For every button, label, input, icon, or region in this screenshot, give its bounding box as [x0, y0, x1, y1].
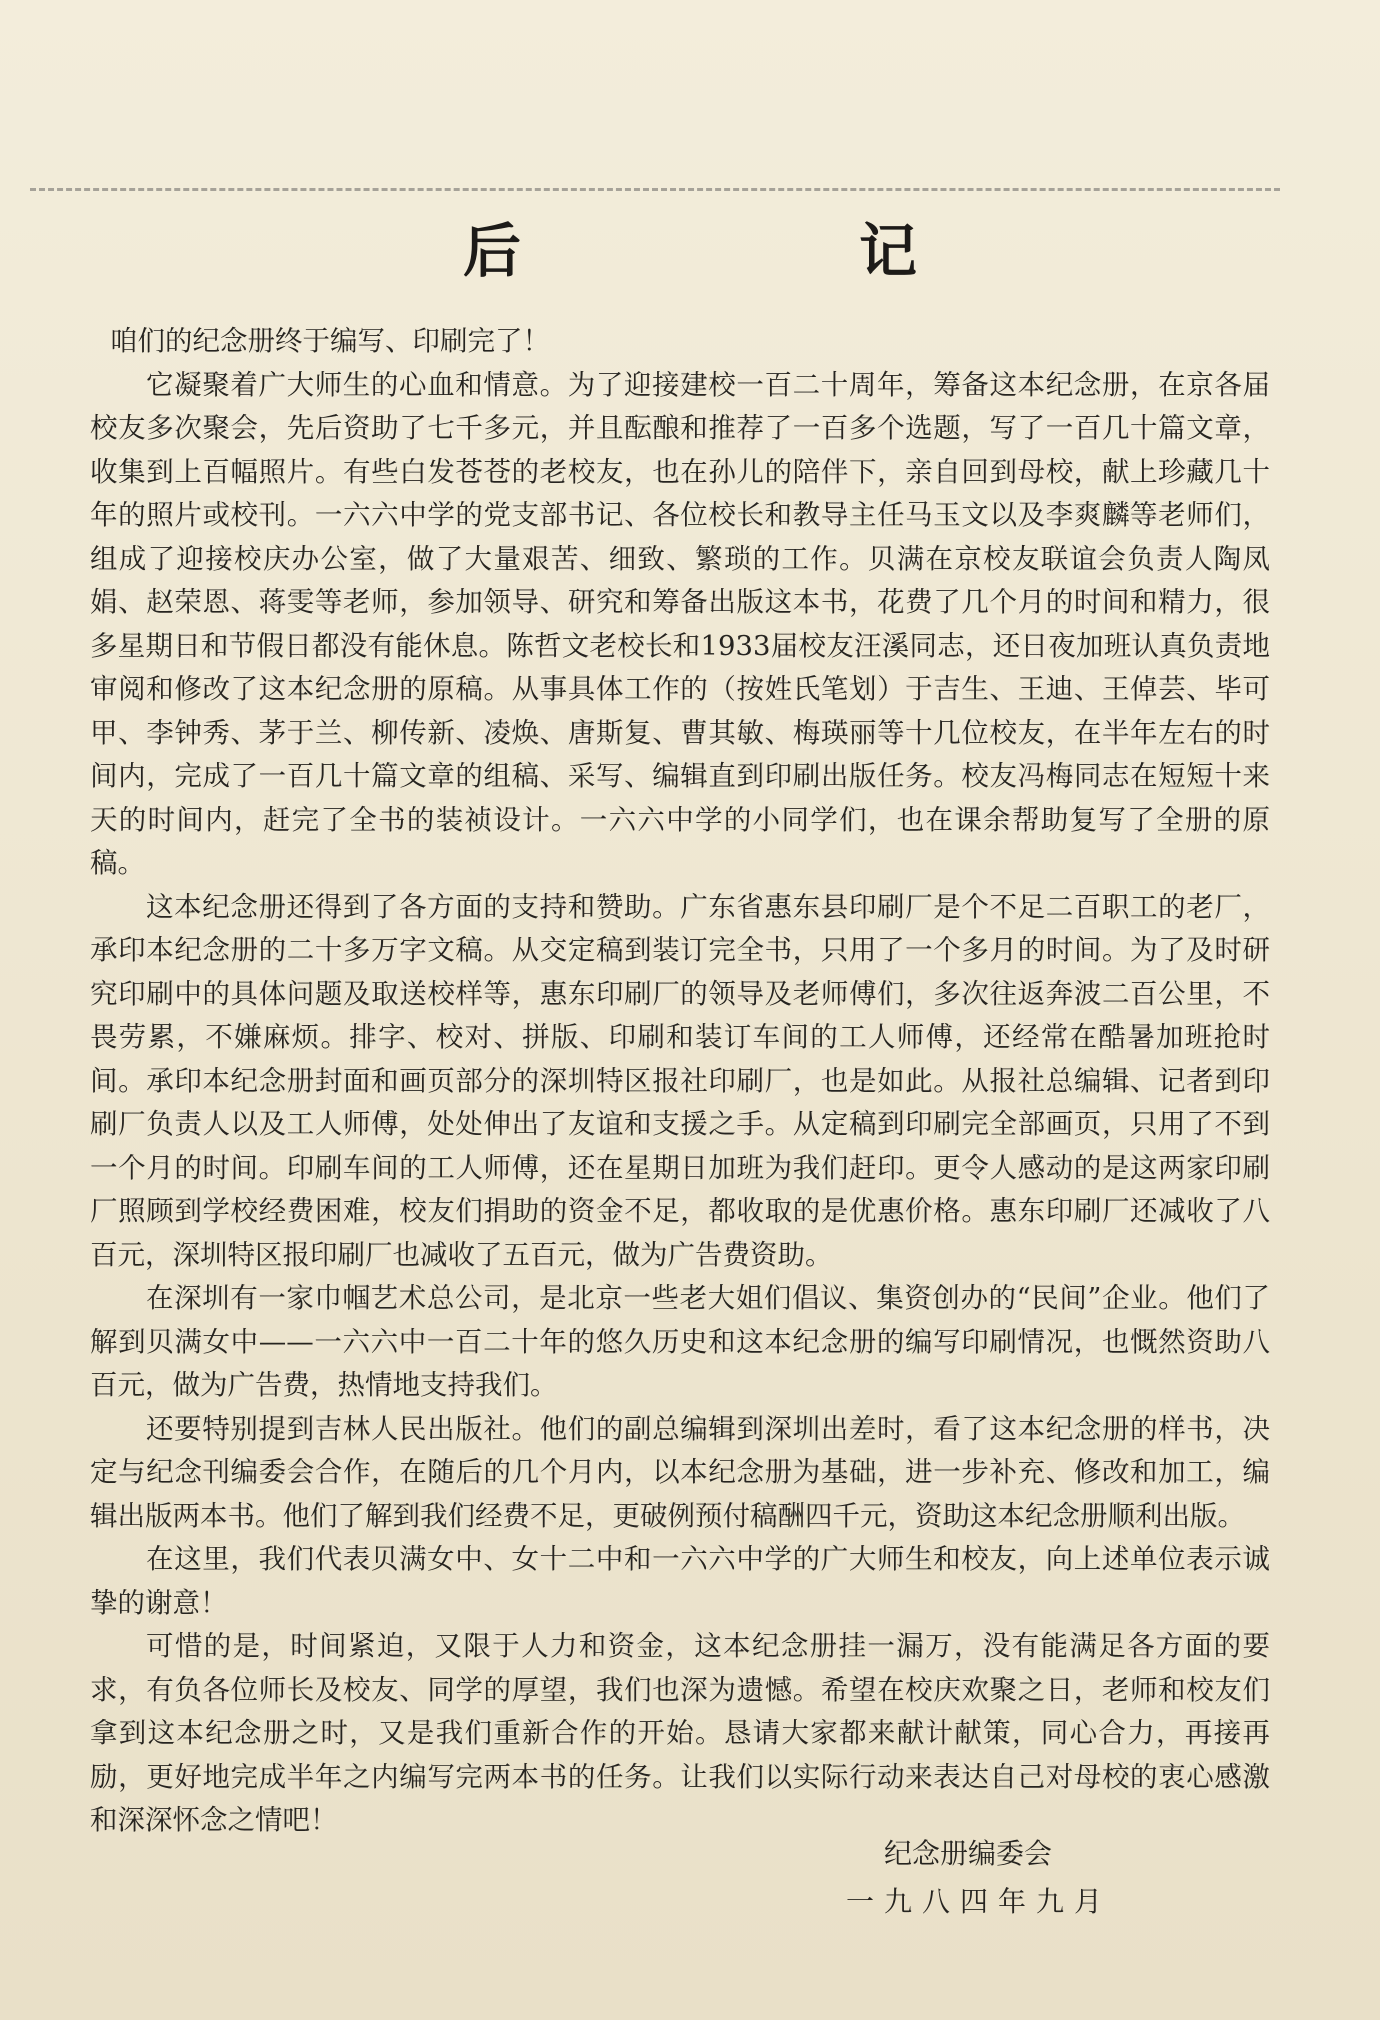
body-text [90, 320, 1270, 1843]
paragraph-jilin-press: 还要特别提到吉林人民出版社。他们的副总编辑到深圳出差时，看了这本纪念册的样书，决定与纪念刊编委会合作，在随后的几个月内，以本纪念册为基础，进一步补充、修改和加工，编辑出版两本书。他们了解到我们经费不足，更破例预付稿酬四千元，资助这本纪念册顺利出版。 [90, 1412, 1270, 1532]
signature-organization: 纪念册编委会 [883, 1837, 1052, 1870]
paragraph-opening: 咱们的纪念册终于编写、印刷完了！ [110, 325, 550, 357]
paragraph-printers: 这本纪念册还得到了各方面的支持和赞助。广东省惠东县印刷厂是个不足二百职工的老厂，承印本纪念册的二十多万字文稿。从交定稿到装订完全书，只用了一个多月的时间。为了及时研究印刷中的具体问题及取送校样等，惠东印刷厂的领导及老师傅们，多次往返奔波二百公里，不畏劳累，不嫌麻烦。排字、校对、拼版、印刷和装订车间的工人师傅，还经常在酷暑加班抢时间。承印本纪念册封面和画页部分的深圳特区报社印刷厂，也是如此。从报社总编辑、记者到印刷厂负责人以及工人师傅，处处伸出了友谊和支援之手。从定稿到印刷完全部画页，只用了不到一个月的时间。印刷车间的工人师傅，还在星期日加班为我们赶印。更令人感动的是这两家印刷厂照顾到学校经费困难，校友们捐助的资金不足，都收取的是优惠价格。惠东印刷厂还减收了八百元，深圳特区报印刷厂也减收了五百元，做为广告费资助。 [90, 890, 1270, 1271]
signature-date: 一九八四年九月 [845, 1885, 1112, 1918]
paragraph-contributors: 它凝聚着广大师生的心血和情意。为了迎接建校一百二十周年，筹备这本纪念册，在京各届校友多次聚会，先后资助了七千多元，并且酝酿和推荐了一百多个选题，写了一百几十篇文章，收集到上百幅照片。有些白发苍苍的老校友，也在孙儿的陪伴下，亲自回到母校，献上珍藏几十年的照片或校刊。一六六中学的党支部书记、各位校长和教导主任马玉文以及李爽麟等老师们，组成了迎接校庆办公室，做了大量艰苦、细致、繁琐的工作。贝满在京校友联谊会负责人陶凤娟、赵荣恩、蒋雯等老师，参加领导、研究和筹备出版这本书，花费了几个月的时间和精力，很多星期日和节假日都没有能休息。陈哲文老校长和1933届校友汪溪同志，还日夜加班认真负责地审阅和修改了这本纪念册的原稿。从事具体工作的（按姓氏笔划）于吉生、王迪、王倬芸、毕可甲、李钟秀、茅于兰、柳传新、凌焕、唐斯复、曹其敏、梅瑛丽等十几位校友，在半年左右的时间内，完成了一百几十篇文章的组稿、采写、编辑直到印刷出版任务。校友冯梅同志在短短十来天的时间内，赶完了全书的装祯设计。一六六中学的小同学们，也在课余帮助复写了全册的原稿。 [90, 368, 1270, 879]
paragraph-closing: 可惜的是，时间紧迫，又限于人力和资金，这本纪念册挂一漏万，没有能满足各方面的要求，有负各位师长及校友、同学的厚望，我们也深为遗憾。希望在校庆欢聚之日，老师和校友们拿到这本纪念册之时，又是我们重新合作的开始。恳请大家都来献计献策，同心合力，再接再励，更好地完成半年之内编写完两本书的任务。让我们以实际行动来表达自己对母校的衷心感激和深深怀念之情吧！ [90, 1630, 1270, 1836]
signature-block [846, 1830, 1112, 1926]
top-divider [30, 188, 1280, 191]
page-title: 后 记 [462, 217, 1057, 285]
paragraph-shenzhen-company: 在深圳有一家巾帼艺术总公司，是北京一些老大姐们倡议、集资创办的“民间”企业。他们了解到贝满女中——一六六中一百二十年的悠久历史和这本纪念册的编写印刷情况，也慨然资助八百元，做为广告费，热情地支持我们。 [90, 1282, 1270, 1401]
paragraph-thanks: 在这里，我们代表贝满女中、女十二中和一六六中学的广大师生和校友，向上述单位表示诚挚的谢意！ [90, 1543, 1270, 1619]
